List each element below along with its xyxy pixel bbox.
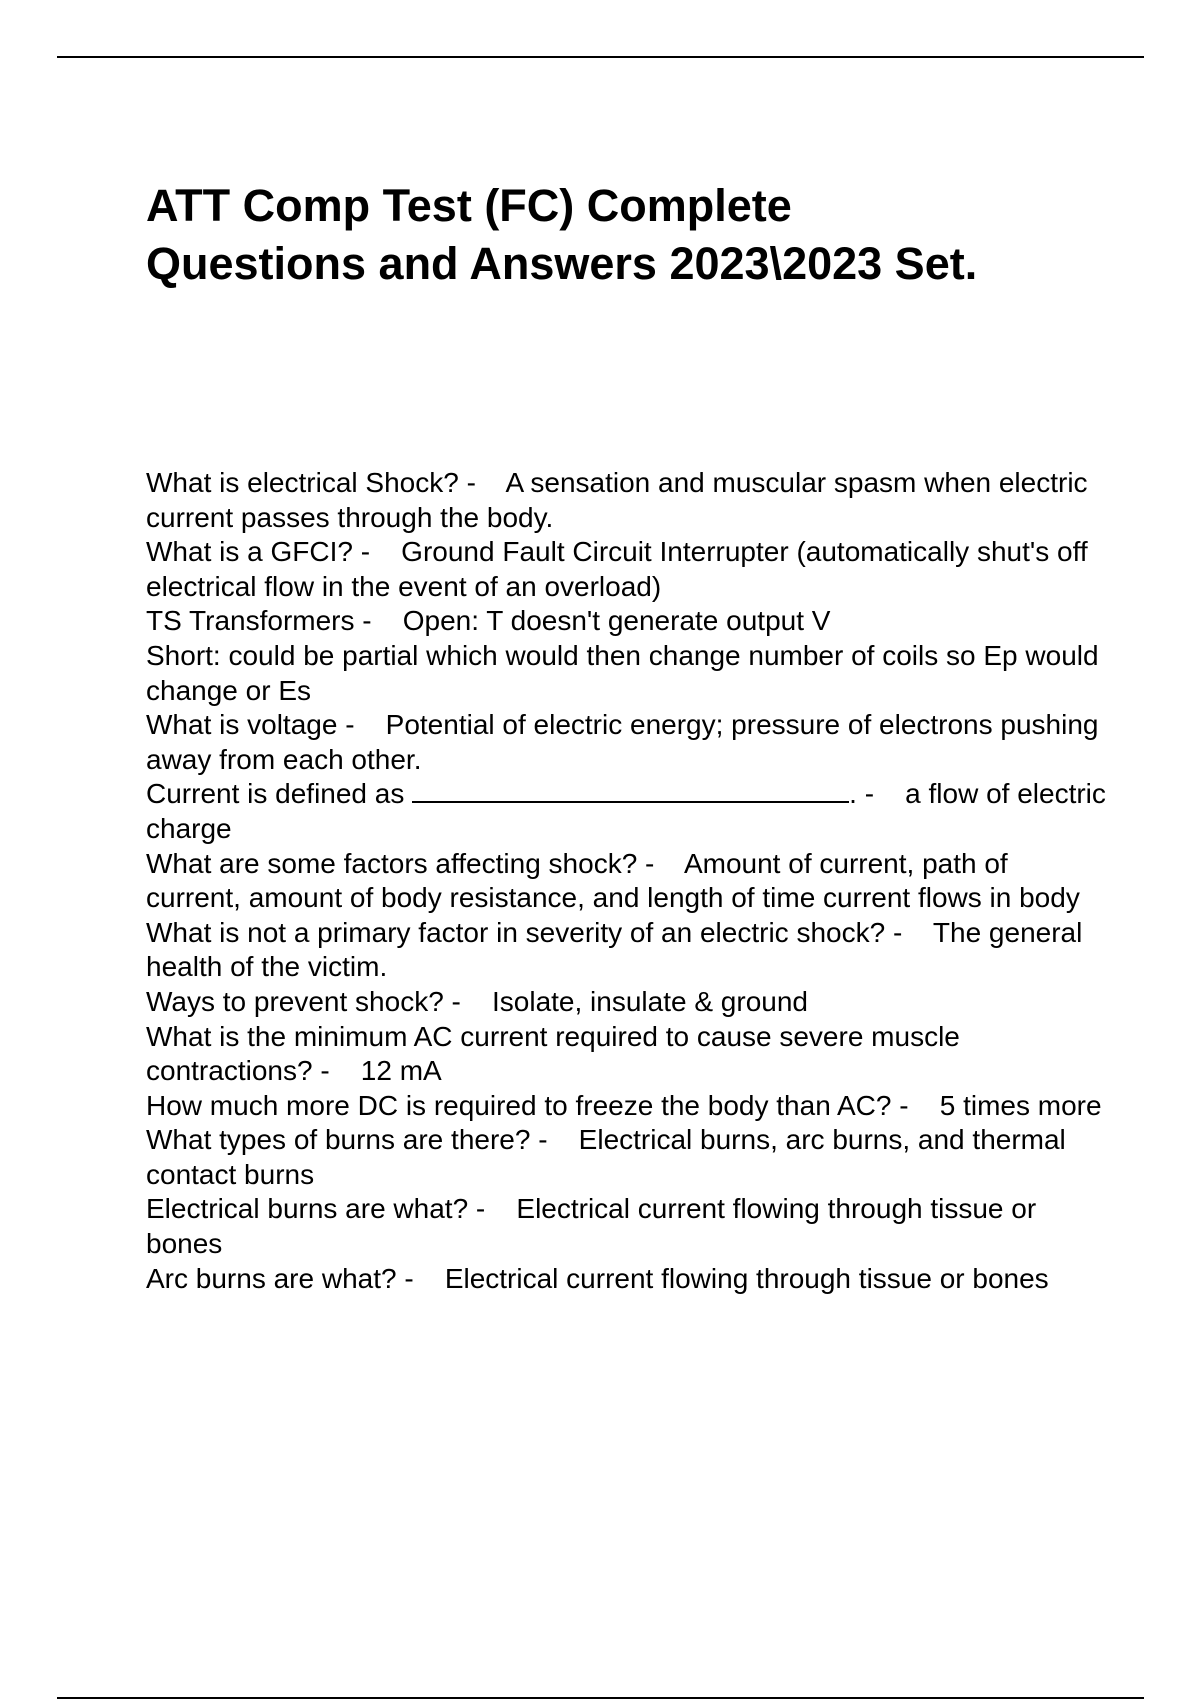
- qa-item: [146, 777, 1106, 846]
- qa-item: [146, 916, 1106, 985]
- question: What types of burns are there?: [146, 1124, 531, 1156]
- qa-item: [146, 1192, 1106, 1261]
- question: Current is defined as: [146, 778, 405, 810]
- answer: 5 times more: [939, 1089, 1102, 1121]
- separator: -: [312, 1055, 361, 1087]
- question: What is electrical Shock?: [146, 467, 459, 498]
- answer: Electrical current flowing through tissue or bones: [444, 1262, 1049, 1294]
- answer: Electrical burns, arc burns, and thermal contact burns: [146, 1124, 1066, 1190]
- answer: 12 mA: [360, 1055, 442, 1087]
- question: How much more DC is required to freeze the body than AC?: [146, 1089, 892, 1121]
- question: What is a GFCI?: [146, 536, 353, 568]
- document-title: [146, 177, 1106, 293]
- top-rule: [57, 56, 1144, 58]
- separator: -: [856, 778, 906, 810]
- question: Ways to prevent shock?: [146, 985, 444, 1017]
- answer: A sensation and muscular spasm when electric current passes through the body.: [146, 467, 1088, 533]
- separator: -: [352, 536, 402, 568]
- qa-item: [146, 1089, 1106, 1124]
- separator: -: [885, 916, 933, 948]
- qa-item: [146, 604, 1106, 639]
- separator: -: [637, 847, 684, 879]
- qa-list: [146, 466, 1106, 1296]
- separator: -: [396, 1262, 445, 1294]
- title-line-1: ATT Comp Test (FC) Complete: [146, 180, 792, 231]
- answer: Open: T doesn't generate output V: [402, 605, 831, 637]
- question: What is voltage: [146, 709, 338, 741]
- answer: Isolate, insulate & ground: [492, 985, 808, 1017]
- qa-item: [146, 466, 1106, 535]
- separator: -: [458, 467, 506, 498]
- separator: -: [530, 1124, 579, 1156]
- question: Electrical burns are what?: [146, 1193, 469, 1225]
- answer: Potential of electric energy; pressure of electrons pushing away from each other.: [146, 709, 1099, 775]
- blank-suffix: .: [849, 778, 857, 810]
- qa-item: [146, 985, 1106, 1020]
- qa-item: [146, 1262, 1106, 1297]
- question: TS Transformers: [146, 605, 355, 637]
- question: What is not a primary factor in severity of an electric shock?: [146, 916, 886, 948]
- qa-item: [146, 847, 1106, 916]
- answer: Amount of current, path of current, amount of body resistance, and length of time current flows in body: [146, 847, 1080, 914]
- separator: -: [354, 605, 403, 637]
- separator: -: [337, 709, 386, 741]
- qa-item: [146, 1020, 1106, 1089]
- question: What are some factors affecting shock?: [146, 847, 638, 879]
- qa-item: [146, 535, 1106, 604]
- question: Arc burns are what?: [146, 1262, 397, 1294]
- qa-continuation: Short: could be partial which would then change number of coils so Ep would change or Es: [146, 639, 1099, 706]
- qa-item: [146, 708, 1106, 777]
- separator: -: [443, 985, 492, 1017]
- question: What is the minimum AC current required to cause severe muscle contractions?: [146, 1020, 960, 1087]
- answer: The general health of the victim.: [146, 916, 1083, 983]
- answer: Electrical current flowing through tissue or bones: [146, 1193, 1037, 1260]
- fill-in-blank: [412, 777, 849, 803]
- title-line-2: Questions and Answers 2023\2023 Set.: [146, 238, 978, 289]
- answer: Ground Fault Circuit Interrupter (automatically shut's off electrical flow in the event of an overload): [146, 536, 1088, 602]
- bottom-rule: [57, 1697, 1144, 1699]
- qa-item: [146, 1123, 1106, 1192]
- answer: a flow of electric charge: [146, 778, 1106, 844]
- separator: -: [891, 1089, 940, 1121]
- separator: -: [468, 1193, 517, 1225]
